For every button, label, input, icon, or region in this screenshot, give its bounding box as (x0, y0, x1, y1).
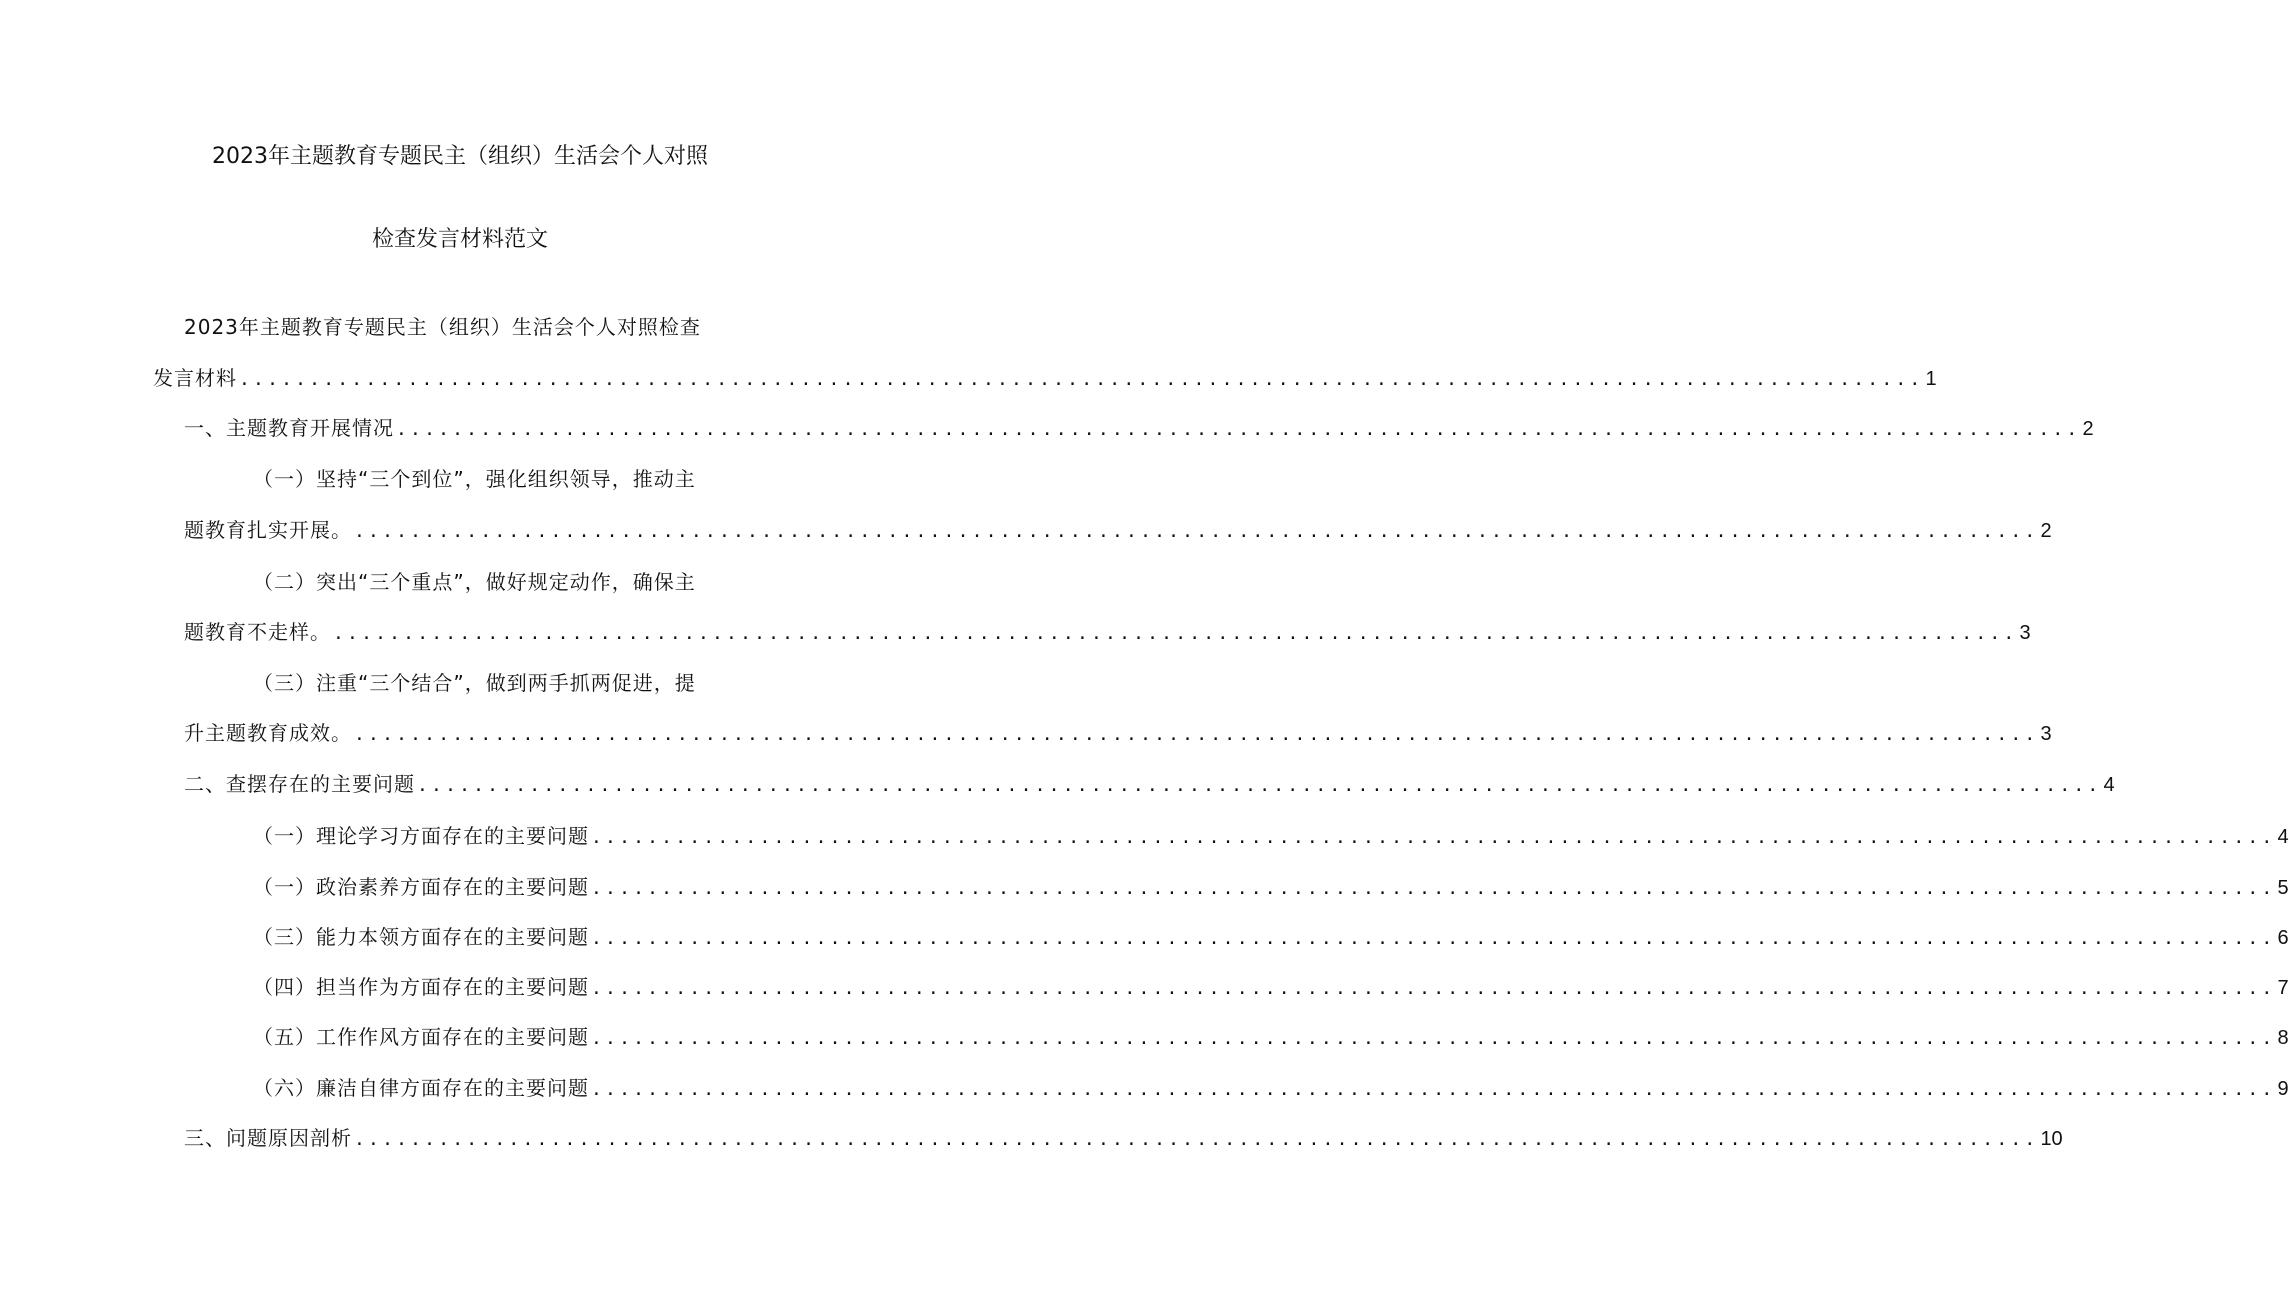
toc-entry[interactable] (253, 821, 2289, 851)
toc-page-number: 5 (2277, 877, 2289, 899)
toc-page-number: 2 (2082, 418, 2094, 440)
toc-entry-text: （一）理论学习方面存在的主要问题 (253, 824, 589, 848)
toc-page-number: 3 (2019, 622, 2031, 644)
toc-entry[interactable] (153, 363, 1937, 393)
toc-entry[interactable] (253, 464, 773, 494)
toc-entry-text: 三、问题原因剖析 (184, 1126, 352, 1150)
toc-entry-text: 一、主题教育开展情况 (184, 416, 394, 440)
toc-entry-text: （二）突出“三个重点”，做好规定动作，确保主 (253, 570, 696, 594)
toc-leader-dots: ........................................................................................................................ (354, 521, 2039, 542)
toc-entry[interactable] (253, 922, 2289, 952)
toc-leader-dots: ........................................................................................................................ (396, 419, 2081, 440)
toc-entry[interactable] (253, 668, 773, 698)
toc-entry[interactable] (184, 617, 2031, 647)
toc-entry-text: 题教育不走样。 (184, 620, 331, 644)
toc-page-number: 7 (2277, 977, 2289, 999)
toc-leader-dots: ........................................................................................................................ (591, 827, 2276, 848)
toc-entry-text: （四）担当作为方面存在的主要问题 (253, 975, 589, 999)
toc-page-number: 4 (2103, 774, 2115, 796)
toc-entry-text: （六）廉洁自律方面存在的主要问题 (253, 1076, 589, 1100)
toc-entry[interactable] (184, 718, 2052, 748)
toc-entry[interactable] (253, 1073, 2289, 1103)
toc-entry[interactable] (253, 972, 2289, 1002)
toc-entry[interactable] (253, 872, 2289, 902)
toc-entry[interactable] (253, 567, 773, 597)
toc-entry-text: 2023年主题教育专题民主（组织）生活会个人对照检查 (184, 315, 701, 339)
toc-page-number: 3 (2040, 723, 2052, 745)
toc-entry[interactable] (184, 515, 2052, 545)
toc-page-number: 9 (2277, 1078, 2289, 1100)
toc-leader-dots: ........................................................................................................................ (417, 775, 2102, 796)
toc-entry-text: （一）政治素养方面存在的主要问题 (253, 875, 589, 899)
toc-entry-text: 升主题教育成效。 (184, 721, 352, 745)
toc-entry[interactable] (253, 1022, 2289, 1052)
toc-entry-text: （五）工作作风方面存在的主要问题 (253, 1025, 589, 1049)
toc-page-number: 6 (2277, 927, 2289, 949)
toc-leader-dots: ........................................................................................................................ (591, 928, 2276, 949)
toc-entry-text: （三）注重“三个结合”，做到两手抓两促进，提 (253, 671, 696, 695)
toc-entry-text: （一）坚持“三个到位”，强化组织领导，推动主 (253, 467, 696, 491)
document-title-line-2: 检查发言材料范文 (371, 227, 548, 252)
toc-entry-text: 发言材料 (153, 366, 237, 390)
toc-leader-dots: ........................................................................................................................ (354, 1129, 2039, 1150)
toc-page-number: 2 (2040, 520, 2052, 542)
toc-page-number: 10 (2040, 1128, 2063, 1150)
toc-entry[interactable] (184, 312, 764, 342)
document-title-line-1: 2023年主题教育专题民主（组织）生活会个人对照 (212, 144, 708, 169)
toc-entry[interactable] (184, 413, 2094, 443)
toc-entry[interactable] (184, 769, 2115, 799)
toc-leader-dots: ........................................................................................................................ (591, 978, 2276, 999)
toc-leader-dots: ........................................................................................................................ (591, 1028, 2276, 1049)
toc-entry-text: （三）能力本领方面存在的主要问题 (253, 925, 589, 949)
toc-leader-dots: ........................................................................................................................ (354, 724, 2039, 745)
toc-page-number: 8 (2277, 1027, 2289, 1049)
toc-page-number: 4 (2277, 826, 2289, 848)
toc-leader-dots: ........................................................................................................................ (333, 623, 2018, 644)
toc-page-number: 1 (1925, 368, 1937, 390)
toc-entry[interactable] (184, 1123, 2063, 1153)
toc-leader-dots: ........................................................................................................................ (239, 369, 1924, 390)
toc-entry-text: 题教育扎实开展。 (184, 518, 352, 542)
toc-leader-dots: ........................................................................................................................ (591, 1079, 2276, 1100)
toc-leader-dots: ........................................................................................................................ (591, 878, 2276, 899)
toc-entry-text: 二、查摆存在的主要问题 (184, 772, 415, 796)
